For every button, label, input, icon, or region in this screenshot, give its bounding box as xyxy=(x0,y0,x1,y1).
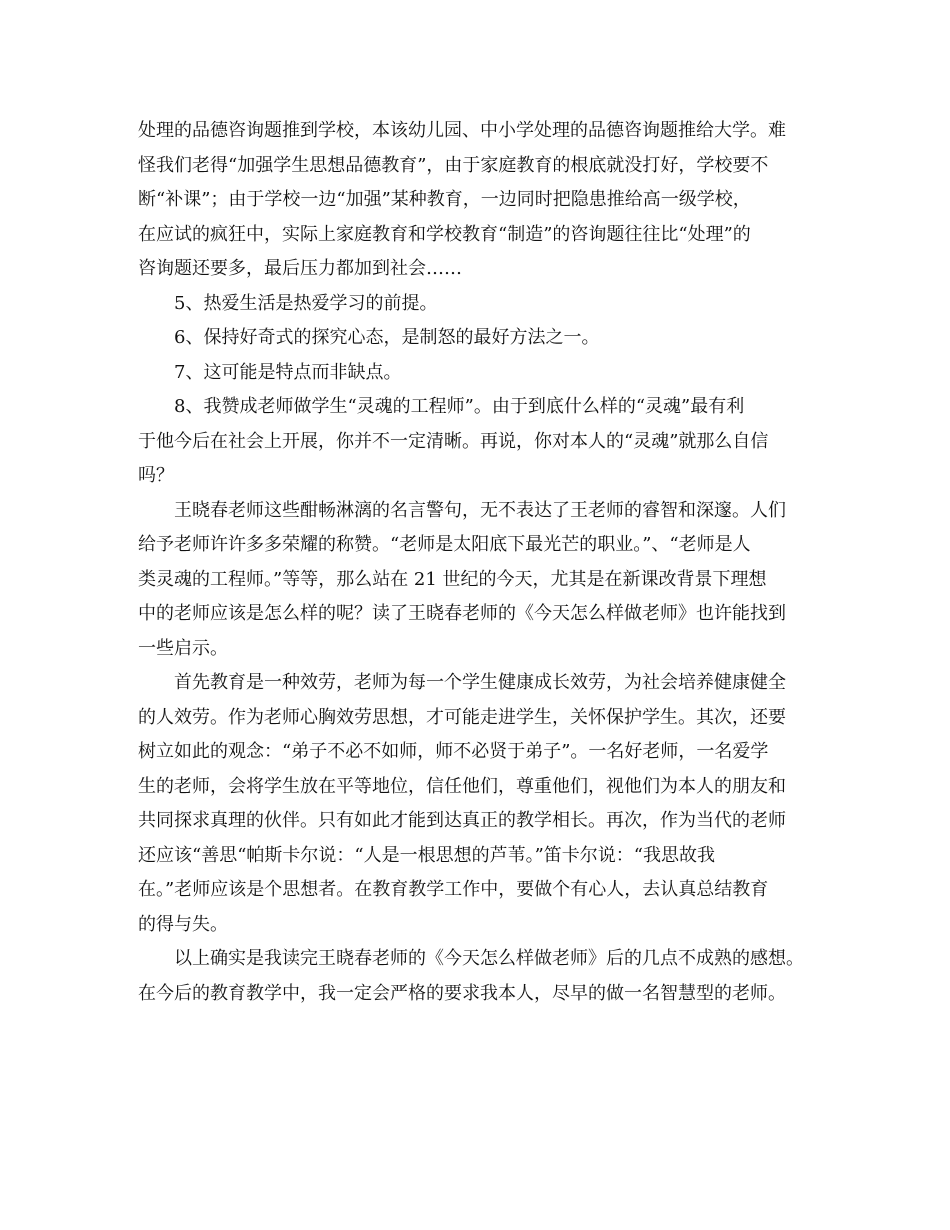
text-line: 还应该“善思“帕斯卡尔说：“人是一根思想的芦苇。”笛卡尔说：“我思故我 xyxy=(138,844,716,866)
text-line: 中的老师应该是怎么样的呢？读了王晓春老师的《今天怎么样做老师》也许能找到 xyxy=(138,603,786,624)
text-line: 王晓春老师这些酣畅淋漓的名言警句，无不表达了王老师的睿智和深邃。人们 xyxy=(174,499,786,521)
text-line: 7、这可能是特点而非缺点。 xyxy=(174,361,402,383)
text-line: 的人效劳。作为老师心胸效劳思想，才可能走进学生，关怀保护学生。其次，还要 xyxy=(138,706,786,728)
text-line: 以上确实是我读完王晓春老师的《今天怎么样做老师》后的几点不成熟的感想。 xyxy=(174,948,804,969)
text-line: 给予老师许许多多荣耀的称赞。“老师是太阳底下最光芒的职业。”、“老师是人 xyxy=(138,534,751,555)
text-line: 吗？ xyxy=(138,465,174,486)
text-line: 共同探求真理的伙伴。只有如此才能到达真正的教学相长。再次，作为当代的老师 xyxy=(138,810,786,831)
text-line: 一些启示。 xyxy=(138,637,228,659)
text-line: 生的老师，会将学生放在平等地位，信任他们，尊重他们，视他们为本人的朋友和 xyxy=(138,775,786,797)
text-line: 的得与失。 xyxy=(138,913,228,935)
text-line: 在今后的教育教学中，我一定会严格的要求我本人，尽早的做一名智慧型的老师。 xyxy=(138,982,786,1004)
text-line: 于他今后在社会上开展，你并不一定清晰。再说，你对本人的“灵魂”就那么自信 xyxy=(138,430,769,452)
text-line: 类灵魂的工程师。”等等，那么站在 21 世纪的今天，尤其是在新课改背景下理想 xyxy=(138,568,767,590)
document-body xyxy=(138,114,818,1011)
text-line: 在应试的疯狂中，实际上家庭教育和学校教育“制造”的咨询题往往比“处理”的 xyxy=(138,223,751,245)
text-line: 怪我们老得“加强学生思想品德教育”，由于家庭教育的根底就没打好，学校要不 xyxy=(138,154,769,176)
text-line: 断“补课”；由于学校一边“加强”某种教育，一边同时把隐患推给高一级学校， xyxy=(138,189,751,210)
text-line: 6、保持好奇式的探究心态，是制怒的最好方法之一。 xyxy=(174,327,600,348)
text-line: 树立如此的观念：“弟子不必不如师，师不必贤于弟子”。一名好老师，一名爱学 xyxy=(138,741,769,762)
text-line: 咨询题还要多，最后压力都加到社会…… xyxy=(138,258,462,279)
text-line: 首先教育是一种效劳，老师为每一个学生健康成长效劳，为社会培养健康健全 xyxy=(174,672,786,693)
text-line: 5、热爱生活是热爱学习的前提。 xyxy=(174,292,438,314)
text-line: 处理的品德咨询题推到学校，本该幼儿园、中小学处理的品德咨询题推给大学。难 xyxy=(138,120,786,141)
text-line: 8、我赞成老师做学生“灵魂的工程师”。由于到底什么样的“灵魂”最有利 xyxy=(174,396,745,417)
text-line: 在。”老师应该是个思想者。在教育教学工作中，要做个有心人，去认真总结教育 xyxy=(138,879,769,900)
